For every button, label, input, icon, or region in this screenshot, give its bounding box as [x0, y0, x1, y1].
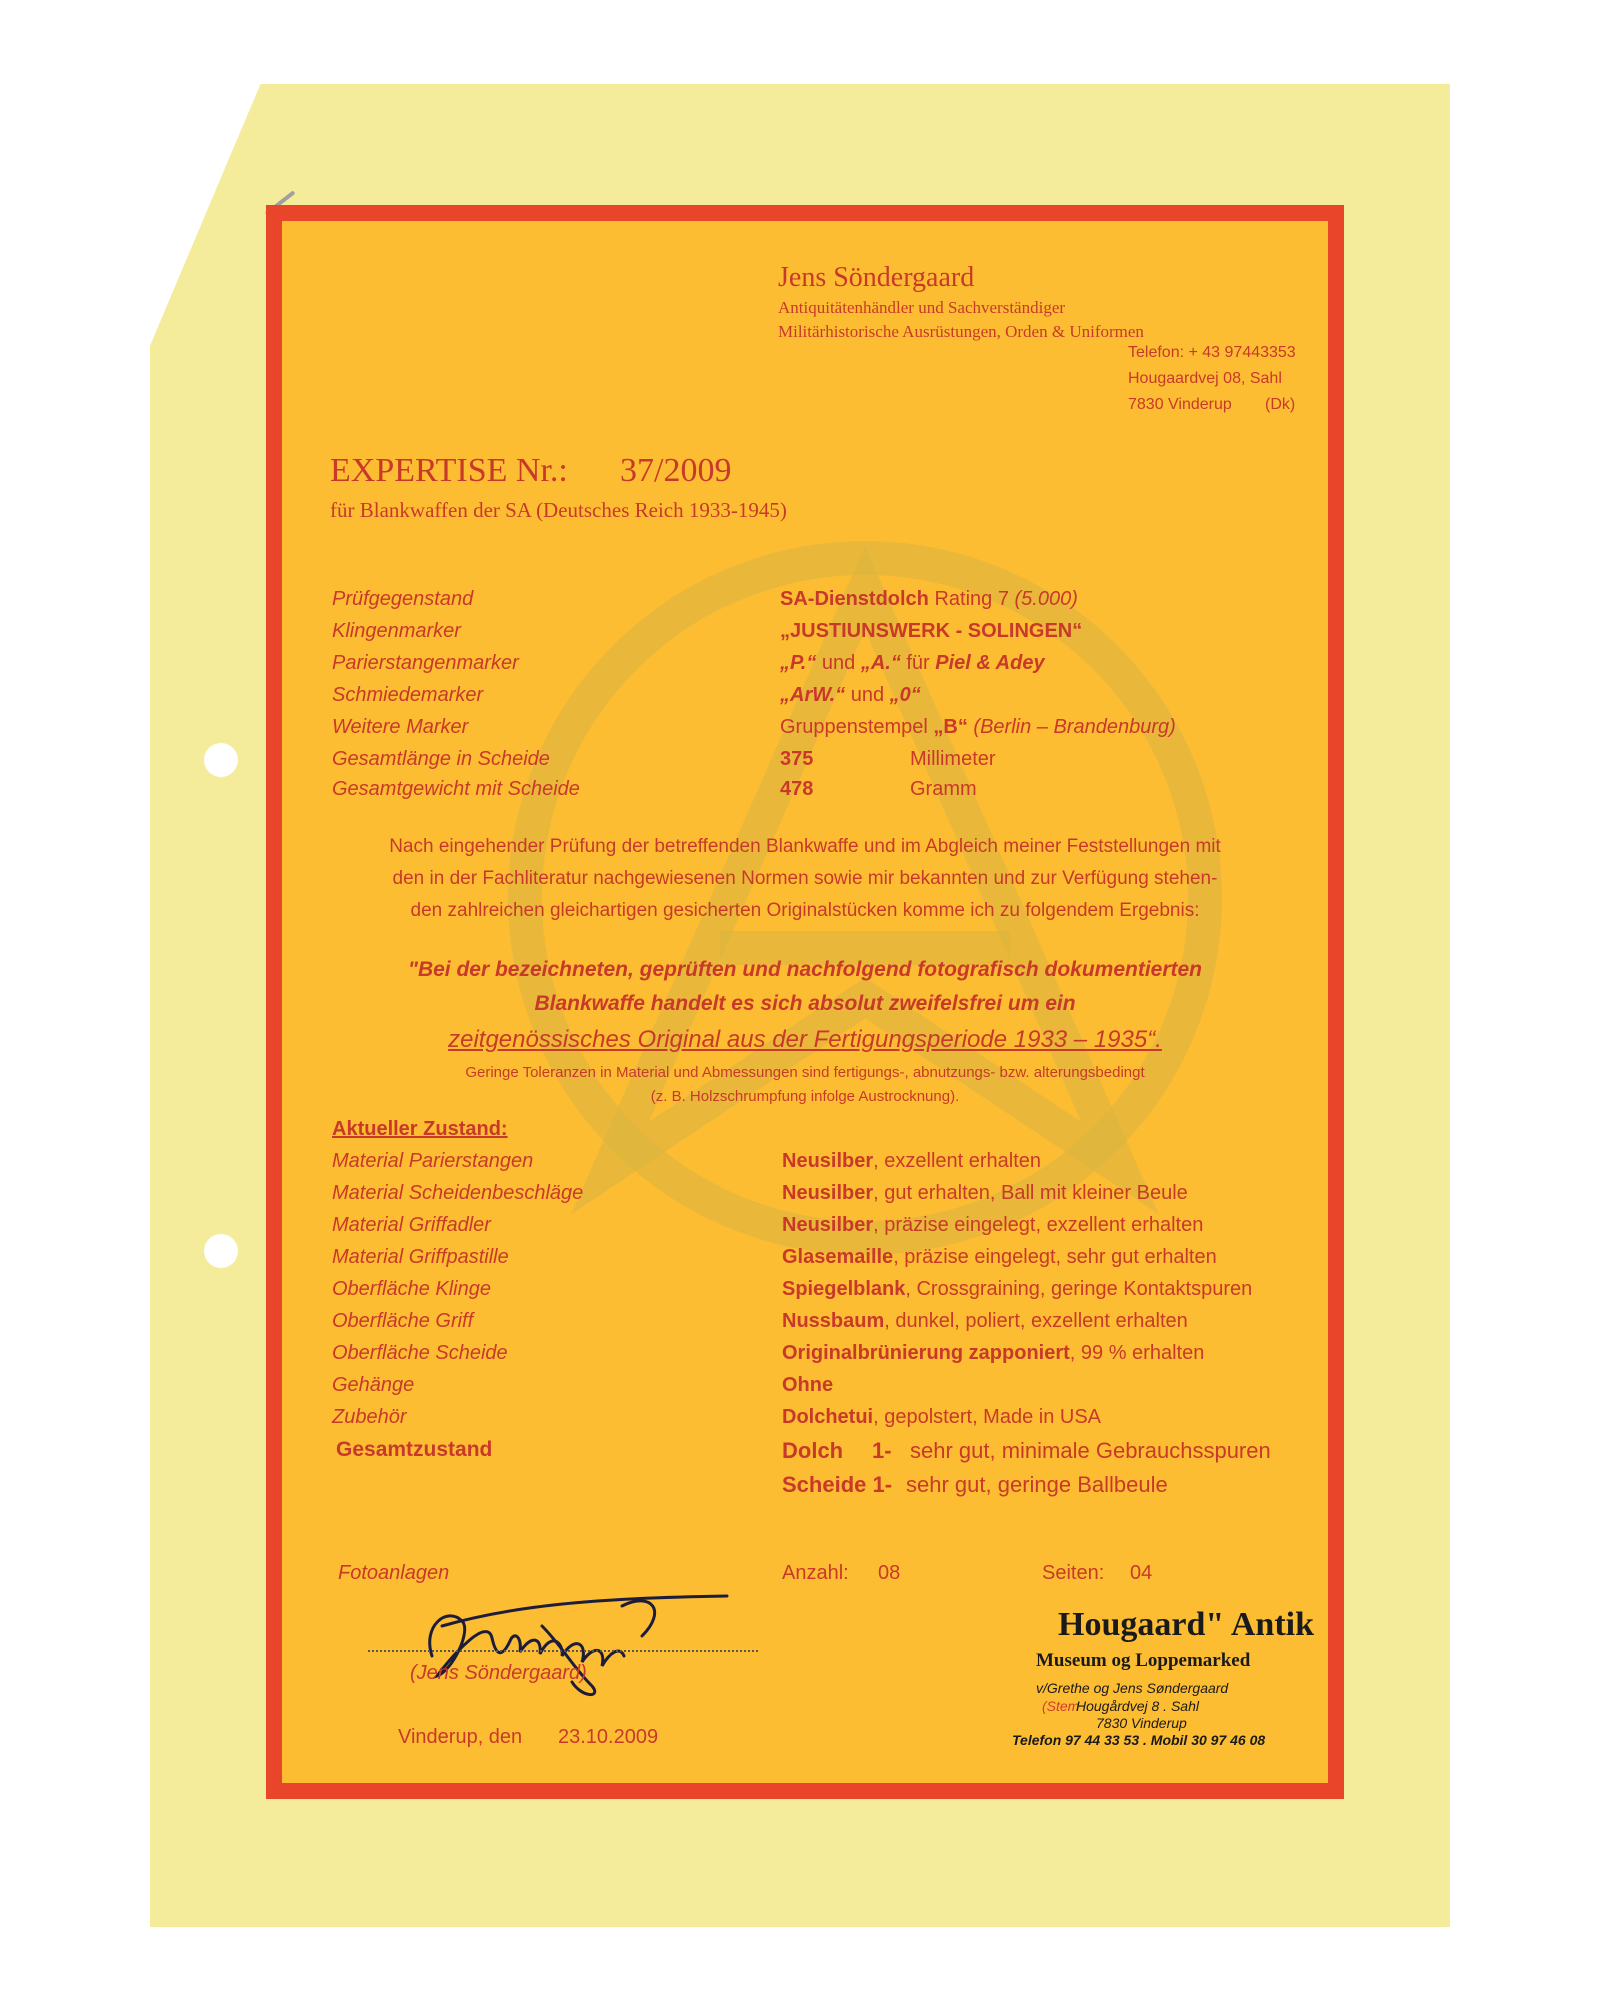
stamp-line-4: Telefon 97 44 33 53 . Mobil 30 97 46 08	[1012, 1732, 1266, 1748]
value-pruefgegenstand: SA-Dienstdolch Rating 7 (5.000)	[780, 588, 1078, 610]
verdict-line-2: Blankwaffe handelt es sich absolut zweifelsfrei um ein	[534, 992, 1076, 1015]
label-parierstangenmarker: Parierstangenmarker	[332, 652, 519, 674]
total-dolch-label: Dolch	[782, 1438, 844, 1463]
dealer-name: Jens Söndergaard	[778, 262, 975, 293]
dealer-phone: Telefon: + 43 97443353	[1128, 344, 1296, 361]
value-gesamtgewicht: 478	[780, 778, 814, 800]
value-gesamtlaenge: 375	[780, 748, 814, 770]
condition-value: Ohne	[782, 1374, 834, 1396]
condition-label: Zubehör	[332, 1406, 407, 1428]
condition-value: Nussbaum, dunkel, poliert, exzellent erhalten	[782, 1310, 1188, 1332]
condition-label: Material Griffpastille	[332, 1246, 509, 1268]
seiten-value: 04	[1130, 1562, 1153, 1584]
verdict-line-1: "Bei der bezeichneten, geprüften und nachfolgend fotografisch dokumentierten	[407, 958, 1203, 981]
condition-label: Oberfläche Scheide	[332, 1342, 508, 1364]
stamp-title: Hougaard" Antik	[1058, 1606, 1314, 1643]
fotoanlagen-label: Fotoanlagen	[338, 1562, 450, 1584]
expertise-number: 37/2009	[620, 452, 732, 489]
unit-gesamtgewicht: Gramm	[910, 778, 977, 800]
place-date-label: Vinderup, den	[398, 1726, 523, 1748]
total-dolch-grade: 1-	[872, 1438, 892, 1463]
label-pruefgegenstand: Prüfgegenstand	[332, 588, 474, 610]
condition-value: Spiegelblank, Crossgraining, geringe Kontaktspuren	[782, 1278, 1253, 1300]
label-weitere-marker: Weitere Marker	[332, 716, 469, 738]
condition-label: Oberfläche Griff	[332, 1310, 474, 1332]
body-line-1: Nach eingehender Prüfung der betreffenden Blankwaffe und im Abgleich meiner Feststellungen mit	[389, 836, 1221, 857]
seiten-label: Seiten:	[1042, 1562, 1105, 1584]
condition-value: Dolchetui, gepolstert, Made in USA	[782, 1406, 1102, 1428]
expertise-subtitle: für Blankwaffen der SA (Deutsches Reich 1933-1945)	[330, 498, 787, 522]
anzahl-label: Anzahl:	[782, 1562, 849, 1584]
condition-label: Gehänge	[332, 1374, 415, 1396]
date-value: 23.10.2009	[558, 1726, 659, 1748]
total-dolch-text: sehr gut, minimale Gebrauchsspuren	[910, 1438, 1271, 1463]
total-condition-label: Gesamtzustand	[336, 1438, 493, 1461]
condition-heading: Aktueller Zustand:	[332, 1118, 508, 1140]
condition-label: Material Parierstangen	[332, 1150, 534, 1172]
condition-value: Neusilber, exzellent erhalten	[782, 1150, 1042, 1172]
dealer-city: 7830 Vinderup	[1128, 396, 1232, 413]
value-weitere-marker: Gruppenstempel „B“ (Berlin – Brandenburg)	[780, 716, 1176, 738]
stamp-line-2: Hougårdvej 8 . Sahl	[1076, 1698, 1199, 1714]
verdict-line-3: zeitgenössisches Original aus der Fertigungsperiode 1933 – 1935“.	[448, 1026, 1162, 1053]
condition-value: Neusilber, gut erhalten, Ball mit kleiner Beule	[782, 1182, 1188, 1204]
condition-value: Neusilber, präzise eingelegt, exzellent erhalten	[782, 1214, 1204, 1236]
dealer-street: Hougaardvej 08, Sahl	[1128, 370, 1282, 387]
stamp-subtitle: Museum og Loppemarked	[1036, 1650, 1251, 1671]
condition-label: Material Griffadler	[332, 1214, 491, 1236]
label-klingenmarker: Klingenmarker	[332, 620, 461, 642]
stamp-line-3: 7830 Vinderup	[1096, 1715, 1187, 1731]
value-schmiedemarker: „ArW.“ und „0“	[780, 684, 921, 706]
signature-line	[368, 1650, 758, 1652]
label-gesamtlaenge: Gesamtlänge in Scheide	[332, 748, 550, 770]
dealer-country: (Dk)	[1265, 396, 1296, 413]
total-scheide-label: Scheide 1-	[782, 1472, 893, 1497]
label-schmiedemarker: Schmiedemarker	[332, 684, 484, 706]
body-line-2: den in der Fachliteratur nachgewiesenen Normen sowie mir bekannten und zur Verfügung stehen-	[392, 868, 1218, 889]
body-line-3: den zahlreichen gleichartigen gesicherten Originalstücken komme ich zu folgendem Ergebnis:	[410, 900, 1200, 921]
stamp-line-2-red: (Stem	[1042, 1698, 1080, 1714]
expertise-label: EXPERTISE Nr.:	[330, 452, 568, 489]
stamp-line-1: v/Grethe og Jens Søndergaard	[1036, 1680, 1229, 1696]
total-scheide-text: sehr gut, geringe Ballbeule	[906, 1472, 1168, 1497]
unit-gesamtlaenge: Millimeter	[910, 748, 996, 770]
value-klingenmarker: „JUSTIUNSWERK - SOLINGEN“	[780, 620, 1083, 642]
label-gesamtgewicht: Gesamtgewicht mit Scheide	[332, 778, 580, 800]
signer-name: (Jens Söndergaard)	[410, 1662, 587, 1684]
value-parierstangenmarker: „P.“ und „A.“ für Piel & Adey	[780, 652, 1045, 674]
note-line-1: Geringe Toleranzen in Material und Abmessungen sind fertigungs-, abnutzungs- bzw. alterungsbedingt	[465, 1064, 1145, 1081]
anzahl-value: 08	[878, 1562, 901, 1584]
note-line-2: (z. B. Holzschrumpfung infolge Austrocknung).	[650, 1088, 960, 1105]
punch-hole-top	[204, 743, 238, 777]
dealer-line-2: Militärhistorische Ausrüstungen, Orden & Uniformen	[778, 322, 1144, 341]
condition-label: Oberfläche Klinge	[332, 1278, 491, 1300]
condition-value: Originalbrünierung zapponiert, 99 % erhalten	[782, 1342, 1205, 1364]
dealer-line-1: Antiquitätenhändler und Sachverständiger	[778, 298, 1066, 317]
condition-label: Material Scheidenbeschläge	[332, 1182, 584, 1204]
punch-hole-bottom	[204, 1234, 238, 1268]
condition-value: Glasemaille, präzise eingelegt, sehr gut erhalten	[782, 1246, 1217, 1268]
